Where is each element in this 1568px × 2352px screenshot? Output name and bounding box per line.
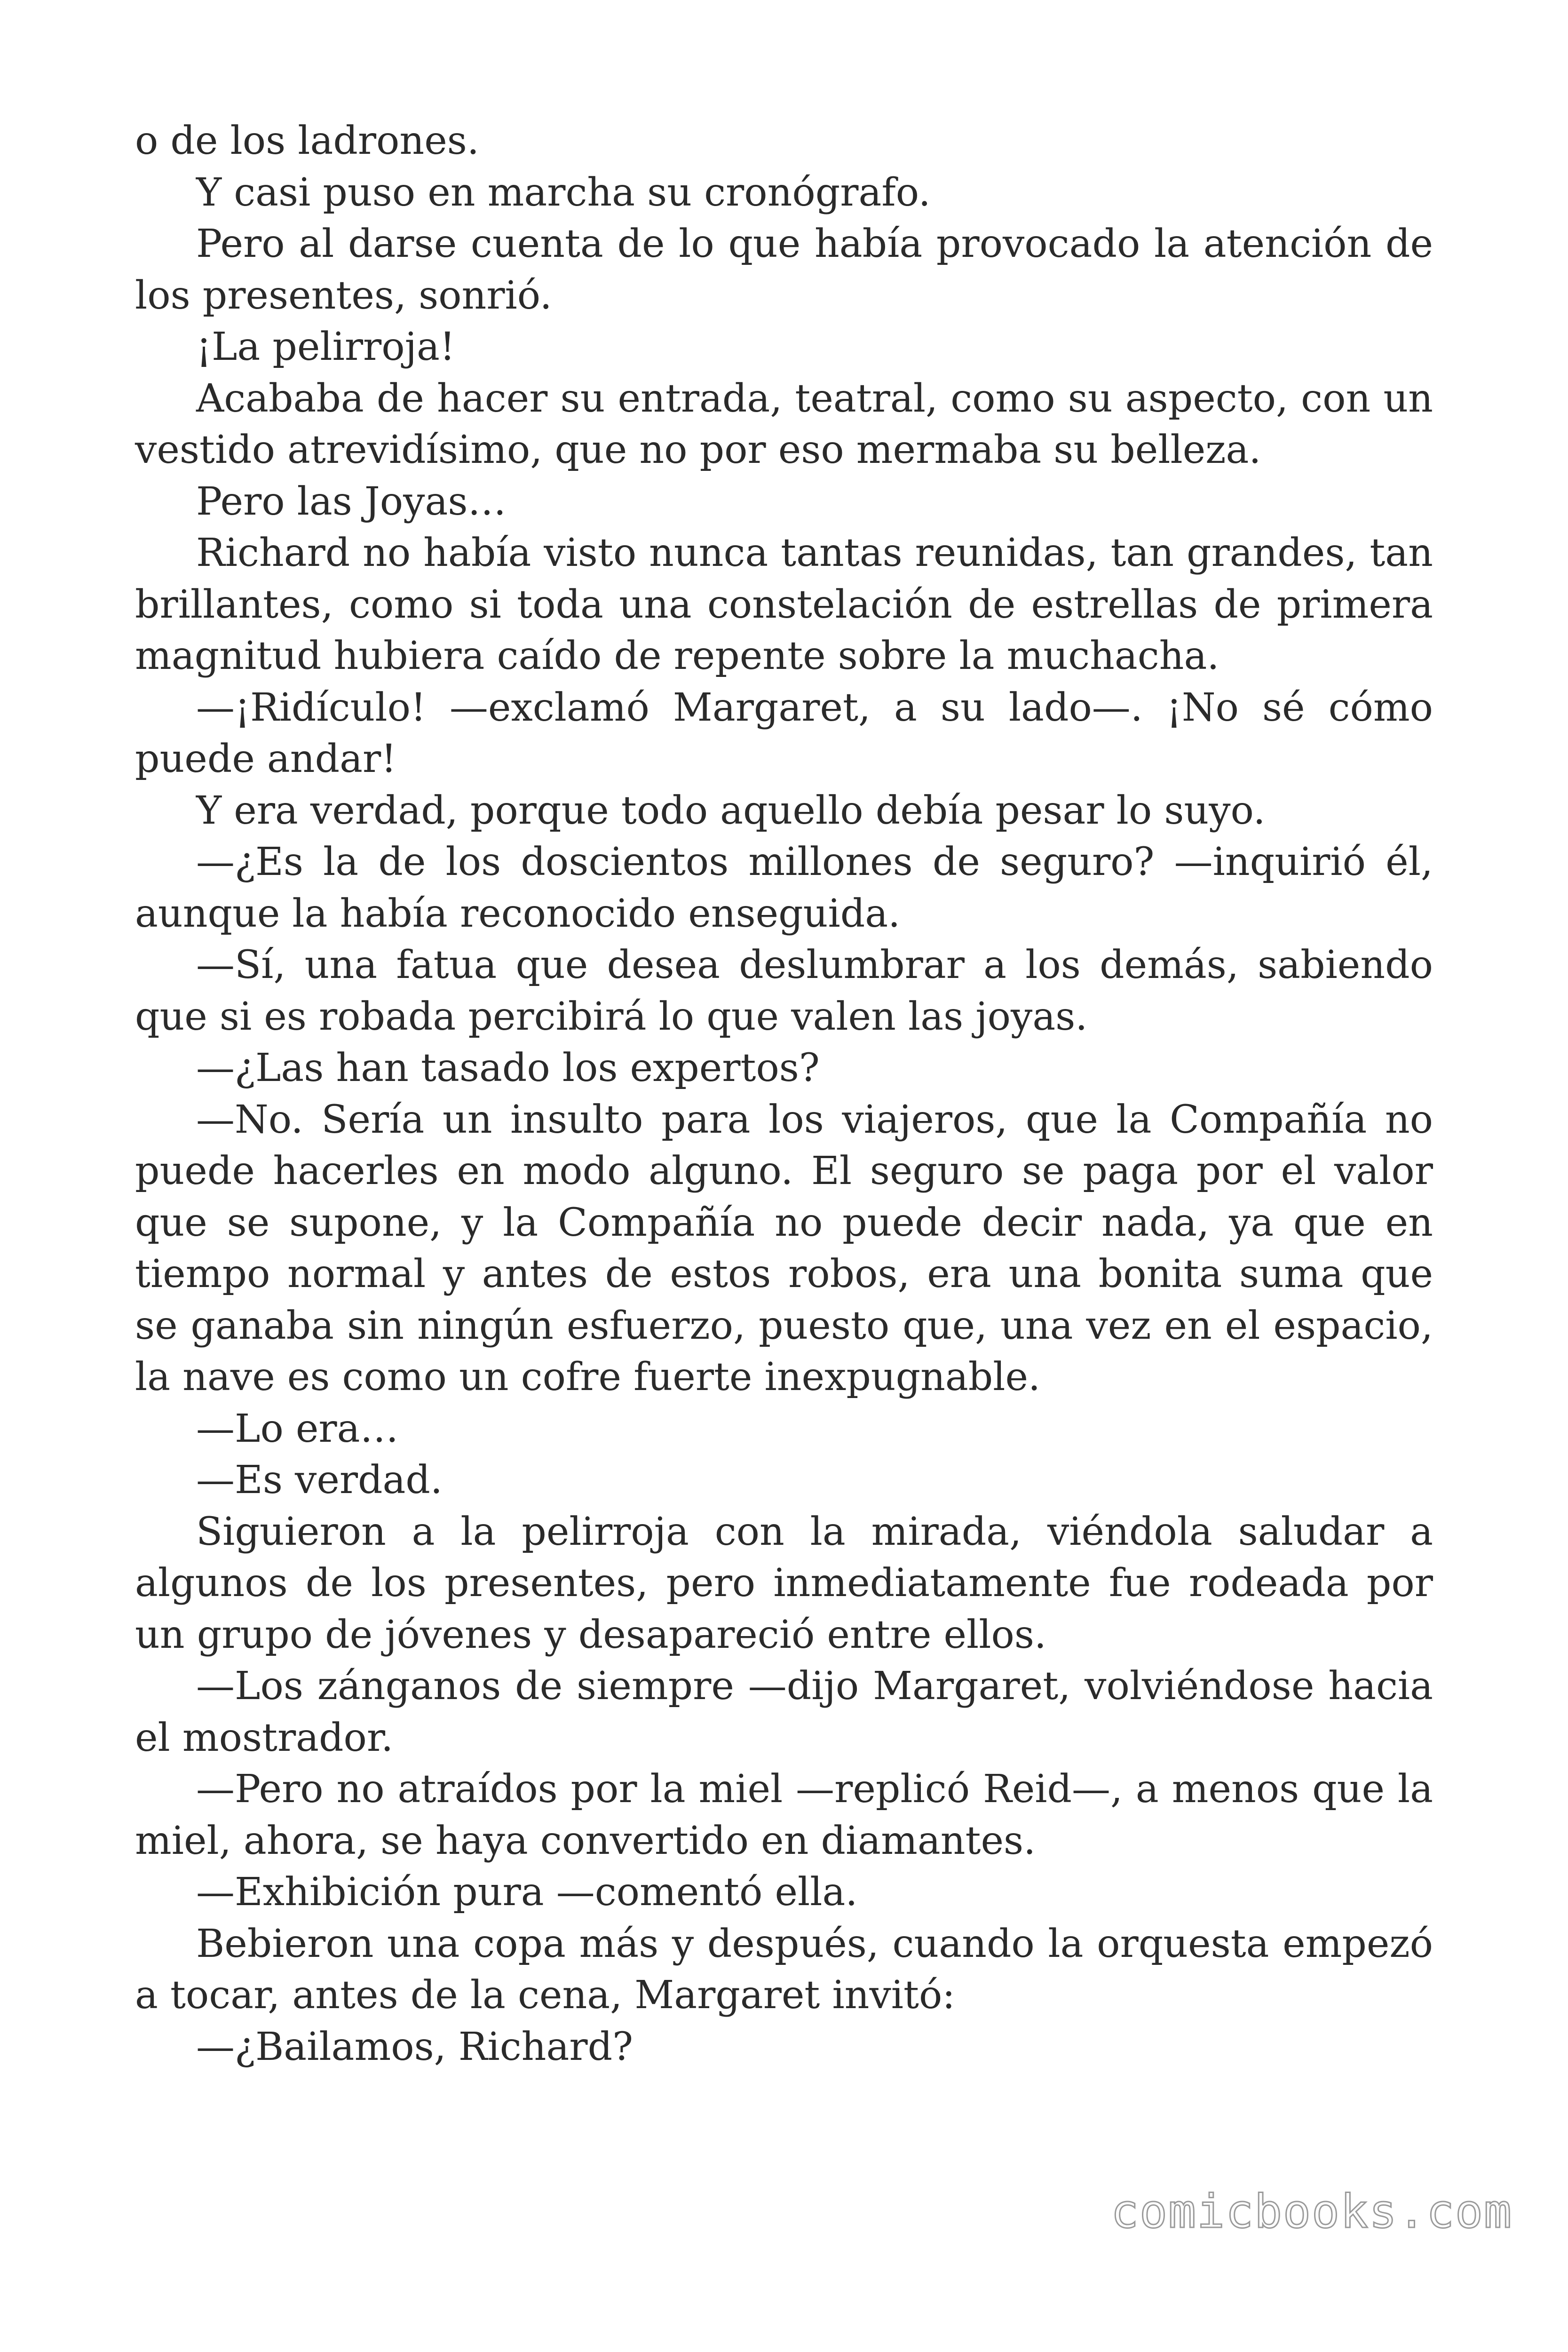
paragraph: —No. Sería un insulto para los viajeros, que la Compañía no puede hacerles en modo alguno. El seguro se paga por el valor que se supone, y la Compañía no puede decir nada, ya que en tiempo normal y antes de estos robos, era una bonita suma que se ganaba sin ningún esfuerzo, puesto que, una vez en el espacio, la nave es como un cofre fuerte inexpugnable.: [135, 1097, 1433, 1399]
paragraph: Bebieron una copa más y después, cuando la orquesta empezó a tocar, antes de la cena, Margaret invitó:: [135, 1921, 1433, 2018]
paragraph: —¡Ridículo! —exclamó Margaret, a su lado—. ¡No sé cómo puede andar!: [135, 685, 1433, 781]
paragraph: —¿Las han tasado los expertos?: [196, 1046, 820, 1090]
paragraph: Richard no había visto nunca tantas reunidas, tan grandes, tan brillantes, como si toda una constelación de estrellas de primera magnitud hubiera caído de repente sobre la muchacha.: [135, 531, 1433, 678]
paragraph: o de los ladrones.: [135, 119, 479, 163]
paragraph: —Pero no atraídos por la miel —replicó Reid—, a menos que la miel, ahora, se haya convertido en diamantes.: [135, 1767, 1433, 1863]
paragraph: —¿Es la de los doscientos millones de seguro? —inquirió él, aunque la había reconocido enseguida.: [135, 840, 1433, 936]
paragraph: —¿Bailamos, Richard?: [196, 2024, 634, 2069]
paragraph: —Sí, una fatua que desea deslumbrar a los demás, sabiendo que si es robada percibirá lo que valen las joyas.: [135, 943, 1433, 1039]
paragraph: ¡La pelirroja!: [196, 325, 455, 369]
paragraph: Y era verdad, porque todo aquello debía pesar lo suyo.: [196, 788, 1266, 833]
watermark: comicbooks.com: [1110, 2185, 1513, 2239]
paragraph: —Es verdad.: [196, 1458, 443, 1502]
paragraph: —Lo era…: [196, 1406, 399, 1451]
paragraph: Pero las Joyas…: [196, 479, 507, 524]
paragraph: Acababa de hacer su entrada, teatral, como su aspecto, con un vestido atrevidísimo, que no por eso mermaba su belleza.: [135, 376, 1433, 472]
paragraph: —Los zánganos de siempre —dijo Margaret, volviéndose hacia el mostrador.: [135, 1664, 1433, 1760]
paragraph: Siguieron a la pelirroja con la mirada, viéndola saludar a algunos de los presentes, pero inmediatamente fue rodeada por un grupo de jóvenes y desapareció entre ellos.: [135, 1509, 1433, 1657]
book-page-text: [135, 115, 1433, 2073]
paragraph: —Exhibición pura —comentó ella.: [196, 1870, 858, 1915]
paragraph: Y casi puso en marcha su cronógrafo.: [196, 170, 931, 215]
paragraph: Pero al darse cuenta de lo que había provocado la atención de los presentes, sonrió.: [135, 222, 1433, 318]
